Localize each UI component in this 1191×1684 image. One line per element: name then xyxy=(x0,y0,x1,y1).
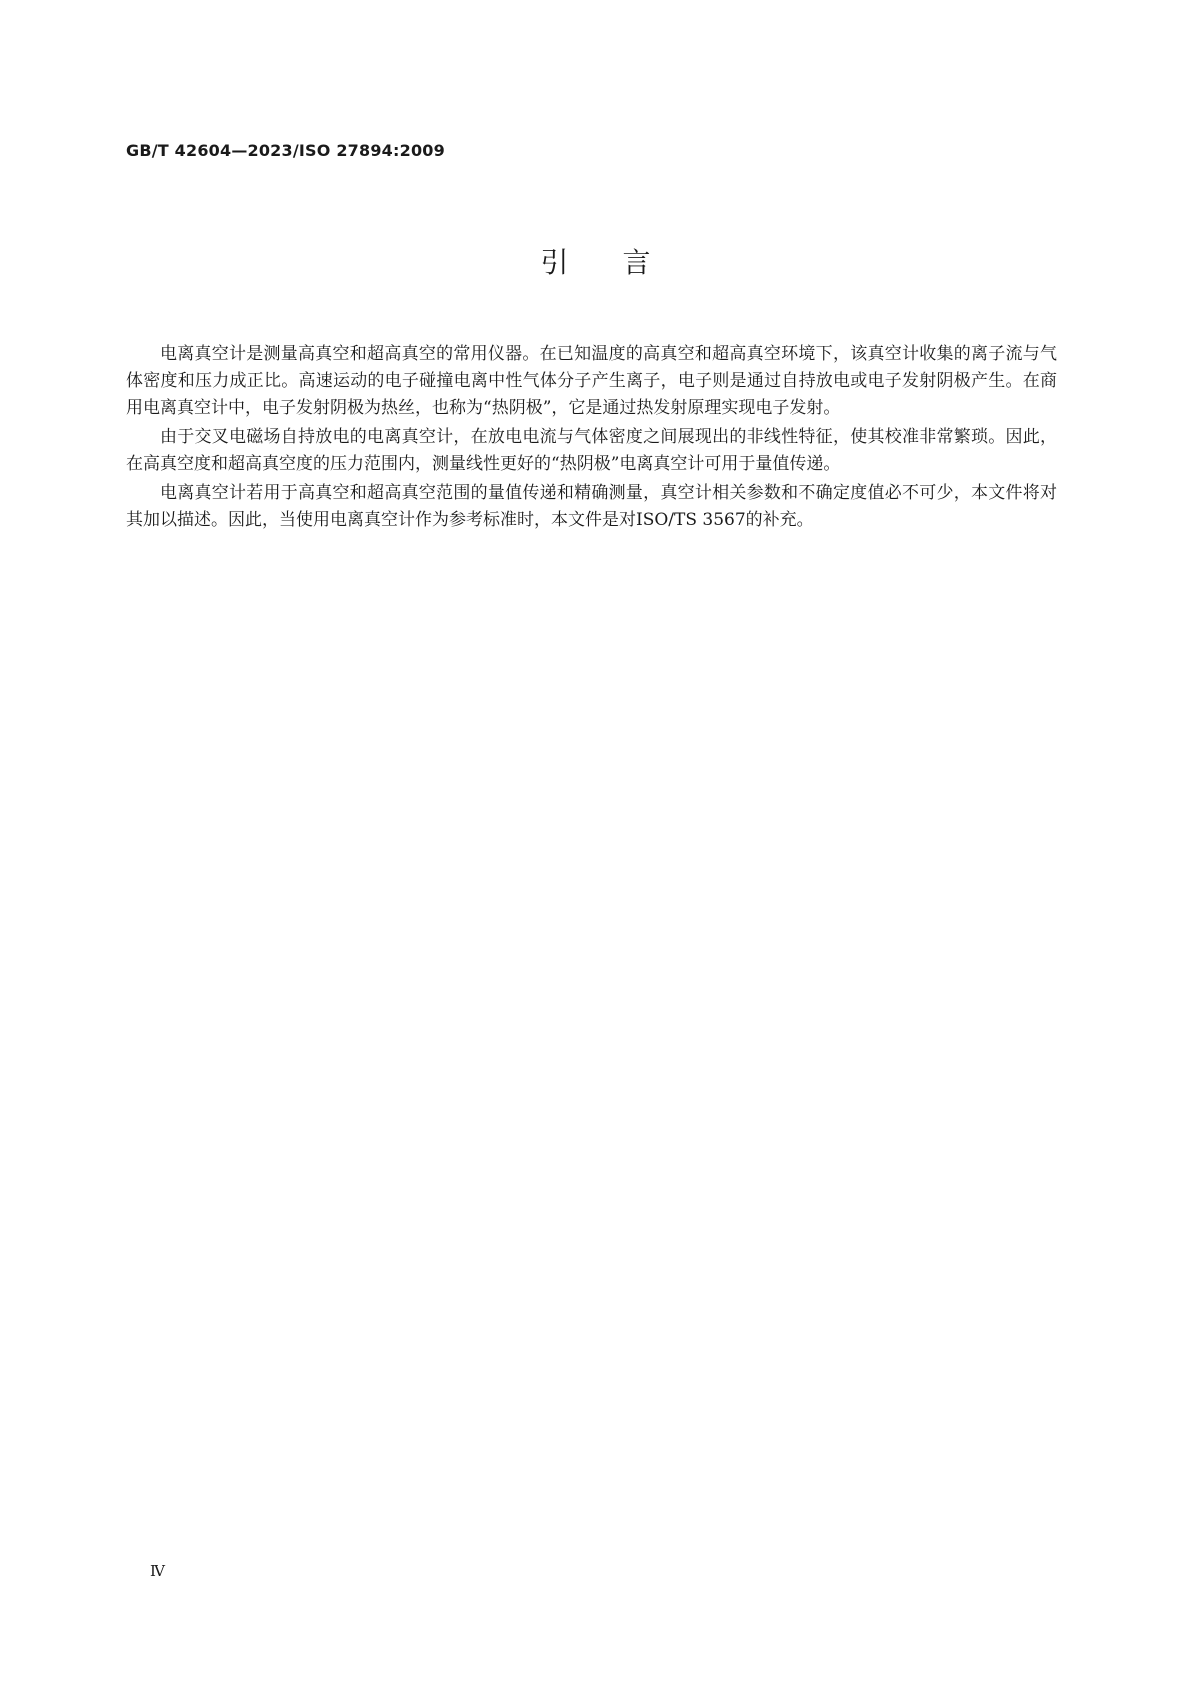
paragraph-1: 电离真空计是测量高真空和超高真空的常用仪器。在已知温度的高真空和超高真空环境下，该真空计收集的离子流与气体密度和压力成正比。高速运动的电子碰撞电离中性气体分子产生离子，电子则是通过自持放电或电子发射阴极产生。在商用电离真空计中，电子发射阴极为热丝，也称为“热阴极”，它是通过热发射原理实现电子发射。 xyxy=(126,344,1057,418)
section-title: 引言 xyxy=(540,246,705,279)
paragraph-3: 电离真空计若用于高真空和超高真空范围的量值传递和精确测量，真空计相关参数和不确定度值必不可少，本文件将对其加以描述。因此，当使用电离真空计作为参考标准时，本文件是对ISO/TS 3567的补充。 xyxy=(126,483,1057,530)
page-number: Ⅳ xyxy=(150,1562,165,1580)
document-header xyxy=(126,141,445,160)
introduction-body xyxy=(126,341,1057,536)
standard-code: GB/T 42604—2023/ISO 27894:2009 xyxy=(126,141,445,160)
paragraph-2: 由于交叉电磁场自持放电的电离真空计，在放电电流与气体密度之间展现出的非线性特征，使其校准非常繁琐。因此，在高真空度和超高真空度的压力范围内，测量线性更好的“热阴极”电离真空计可用于量值传递。 xyxy=(126,427,1057,474)
